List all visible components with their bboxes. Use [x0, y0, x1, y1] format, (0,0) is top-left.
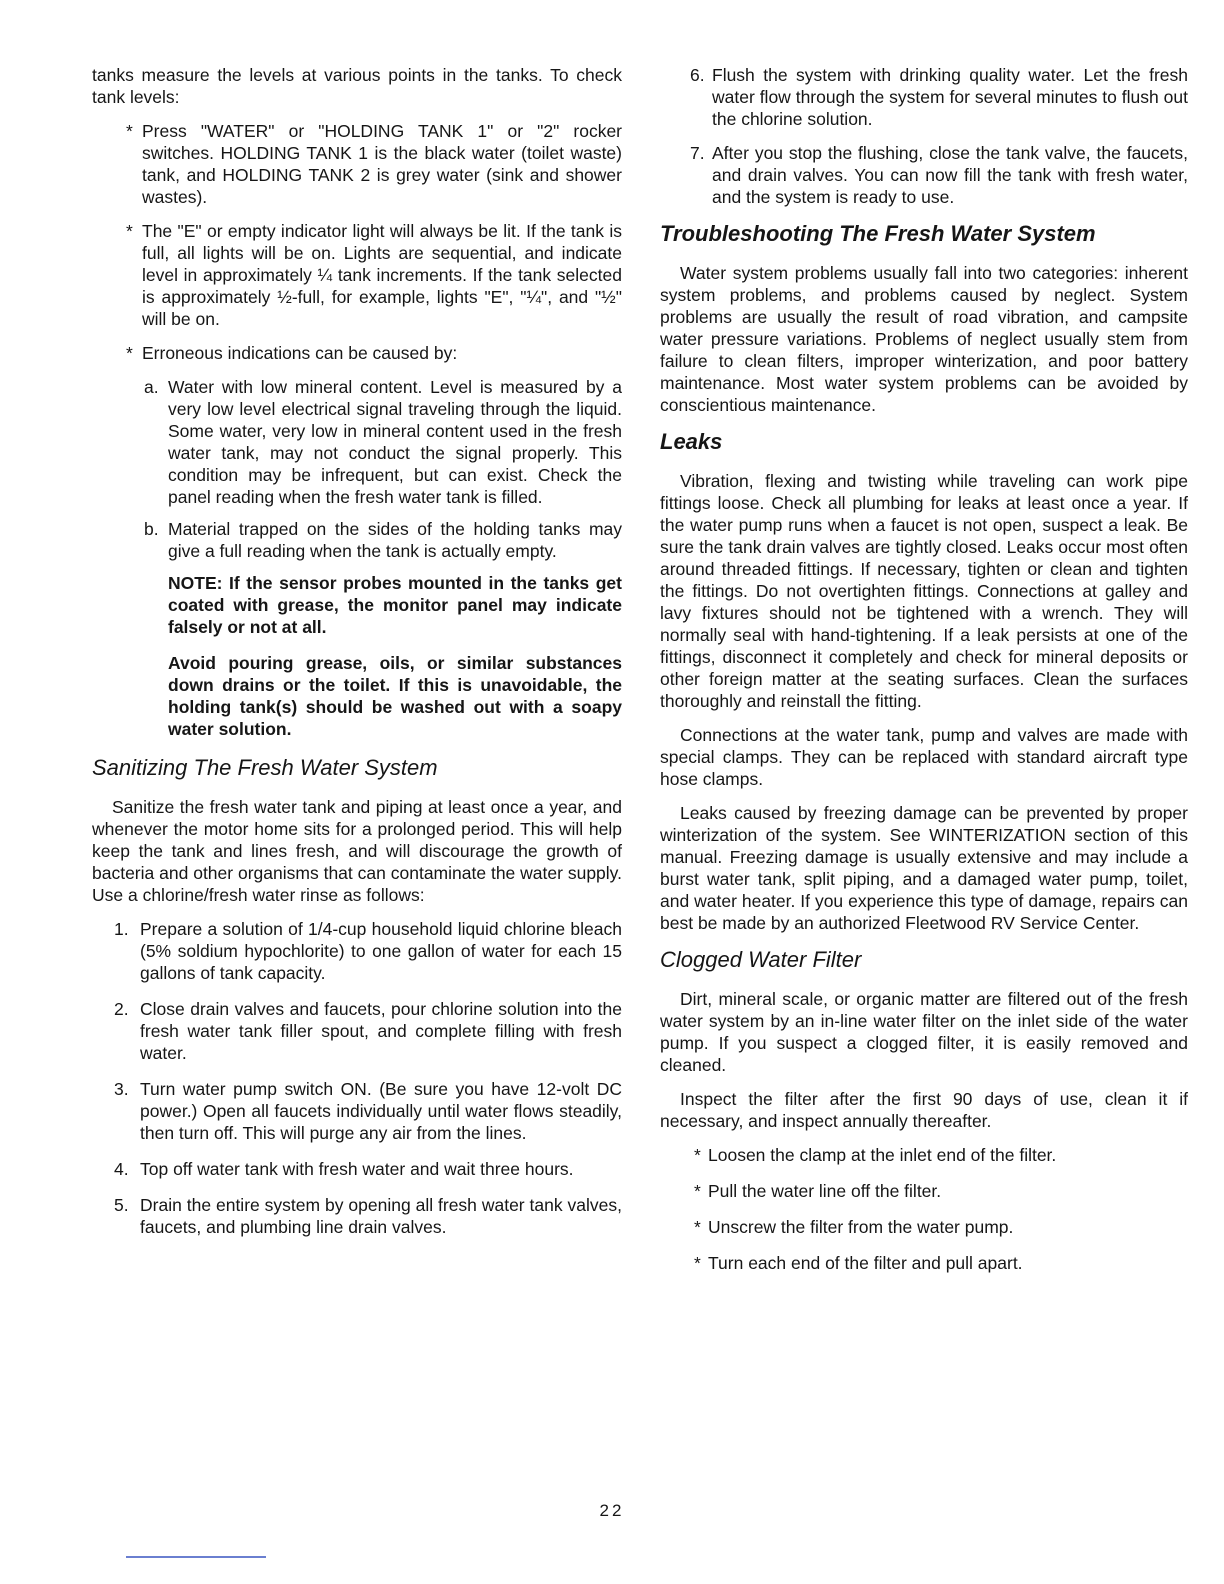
section-heading-sanitizing: Sanitizing The Fresh Water System: [92, 755, 438, 780]
bullet-text: Turn each end of the filter and pull apart.: [708, 1253, 1023, 1273]
bullet-item: [660, 1144, 1188, 1166]
step-number: 6.: [690, 65, 705, 85]
item-letter: b.: [144, 519, 159, 539]
bullet-item: [660, 1252, 1188, 1274]
bullet-item: [92, 342, 622, 364]
item-text: Water with low mineral content. Level is measured by a very low level electrical signal traveling through the liquid. Some water, very low in mineral content used in the fresh water tank, may not conduct the signal properly. This condition may be infrequent, but can exist. Check the panel reading when the fresh water tank is filled.: [168, 377, 622, 507]
leaks-paragraph: Vibration, flexing and twisting while traveling can work pipe fittings loose. Check all plumbing for leaks at least once a year. If the water pump runs when a faucet is not open, suspect a leak. Be sure the tank drain valves are tightly closed. Leaks occur most often around threaded fittings. If necessary, tighten or clean and tighten the fittings. Do not overtighten fittings. Connections at galley and lavy fixtures should not be tightened with a wrench. They will normally seal with hand-tightening. If a leak persists at one of the fittings, disconnect it completely and check for mineral deposits or other foreign matter at the seating surfaces. Clean the surfaces thoroughly and reinstall the fitting.: [660, 471, 1188, 711]
step-text: After you stop the flushing, close the tank valve, the faucets, and drain valves. You can now fill the tank with fresh water, and the system is ready to use.: [712, 143, 1188, 207]
step-text: Turn water pump switch ON. (Be sure you have 12-volt DC power.) Open all faucets individually until water flows steadily, then turn off. This will purge any air from the lines.: [140, 1079, 622, 1143]
step-text: Close drain valves and faucets, pour chlorine solution into the fresh water tank filler spout, and complete filling with fresh water.: [140, 999, 622, 1063]
filter-paragraph: Inspect the filter after the first 90 days of use, clean it if necessary, and inspect annually thereafter.: [660, 1089, 1188, 1131]
footer-rule: [126, 1556, 266, 1558]
step-text: Top off water tank with fresh water and wait three hours.: [140, 1159, 574, 1179]
step-item: [92, 1194, 622, 1238]
bullet-mark: *: [126, 121, 133, 141]
step-text: Drain the entire system by opening all fresh water tank valves, faucets, and plumbing line drain valves.: [140, 1195, 622, 1237]
step-item: [660, 64, 1188, 130]
section-heading-troubleshooting: Troubleshooting The Fresh Water System: [660, 221, 1096, 246]
step-text: Prepare a solution of 1/4-cup household liquid chlorine bleach (5% soldium hypochlorite) to one gallon of water for each 15 gallons of tank capacity.: [140, 919, 622, 983]
filter-paragraph: Dirt, mineral scale, or organic matter are filtered out of the fresh water system by an in-line water filter on the inlet side of the water pump. If you suspect a clogged filter, it is easily removed and cleaned.: [660, 989, 1188, 1075]
bullet-text: Press "WATER" or "HOLDING TANK 1" or "2" rocker switches. HOLDING TANK 1 is the black water (toilet waste) tank, and HOLDING TANK 2 is grey water (sink and shower wastes).: [142, 121, 622, 207]
bullet-mark: *: [694, 1253, 701, 1273]
bullet-text: Pull the water line off the filter.: [708, 1181, 942, 1201]
step-item: [660, 142, 1188, 208]
bullet-item: [660, 1216, 1188, 1238]
left-column: [92, 64, 622, 1252]
bullet-mark: *: [694, 1145, 701, 1165]
bullet-text: Unscrew the filter from the water pump.: [708, 1217, 1014, 1237]
section-heading-filter: Clogged Water Filter: [660, 947, 862, 972]
section-heading-leaks: Leaks: [660, 429, 723, 454]
bullet-item: [660, 1180, 1188, 1202]
step-number: 1.: [114, 919, 129, 939]
note-paragraph: NOTE: If the sensor probes mounted in the tanks get coated with grease, the monitor panel may indicate falsely or not at all.: [168, 573, 622, 637]
sanitize-intro: Sanitize the fresh water tank and piping at least once a year, and whenever the motor home sits for a prolonged period. This will help keep the tank and lines fresh, and will discourage the growth of bacteria and other organisms that can contaminate the water supply. Use a chlorine/fresh water rinse as follows:: [92, 797, 622, 905]
item-text: Material trapped on the sides of the holding tanks may give a full reading when the tank is actually empty.: [168, 519, 622, 561]
intro-paragraph: tanks measure the levels at various points in the tanks. To check tank levels:: [92, 65, 622, 107]
bullet-item: [92, 220, 622, 330]
right-column: [660, 64, 1188, 1288]
lettered-item: [92, 376, 622, 508]
leaks-paragraph: Connections at the water tank, pump and valves are made with special clamps. They can be replaced with standard aircraft type hose clamps.: [660, 725, 1188, 789]
bullet-item: [92, 120, 622, 208]
bullet-mark: *: [126, 221, 133, 241]
step-item: [92, 918, 622, 984]
bullet-mark: *: [694, 1217, 701, 1237]
troubleshooting-paragraph: Water system problems usually fall into two categories: inherent system problems, and problems caused by neglect. System problems are usually the result of road vibration, and campsite water pressure variations. Problems of neglect usually stem from failure to clean filters, improper winterization, and poor battery maintenance. Most water system problems can be avoided by conscientious maintenance.: [660, 263, 1188, 415]
item-letter: a.: [144, 377, 159, 397]
lettered-item: [92, 518, 622, 562]
bullet-mark: *: [694, 1181, 701, 1201]
bullet-text: Loosen the clamp at the inlet end of the filter.: [708, 1145, 1057, 1165]
step-number: 2.: [114, 999, 129, 1019]
leaks-paragraph: Leaks caused by freezing damage can be prevented by proper winterization of the system. See WINTERIZATION section of this manual. Freezing damage is usually extensive and may include a burst water tank, split piping, and a damaged water pump, toilet, and water heater. If you experience this type of damage, repairs can best be made by an authorized Fleetwood RV Service Center.: [660, 803, 1188, 933]
step-number: 3.: [114, 1079, 129, 1099]
step-text: Flush the system with drinking quality water. Let the fresh water flow through the system for several minutes to flush out the chlorine solution.: [712, 65, 1188, 129]
warning-paragraph: Avoid pouring grease, oils, or similar substances down drains or the toilet. If this is unavoidable, the holding tank(s) should be washed out with a soapy water solution.: [168, 653, 622, 739]
step-number: 5.: [114, 1195, 129, 1215]
bullet-text: The "E" or empty indicator light will always be lit. If the tank is full, all lights will be on. Lights are sequential, and indicate level in approximately ¼ tank increments. If the tank selected is approximately ½-full, for example, lights "E", "¼", and "½" will be on.: [142, 221, 622, 329]
step-item: [92, 1078, 622, 1144]
step-number: 7.: [690, 143, 705, 163]
page-number: 22: [599, 1501, 625, 1520]
bullet-mark: *: [126, 343, 133, 363]
bullet-text: Erroneous indications can be caused by:: [142, 343, 458, 363]
step-item: [92, 998, 622, 1064]
step-number: 4.: [114, 1159, 129, 1179]
step-item: [92, 1158, 622, 1180]
